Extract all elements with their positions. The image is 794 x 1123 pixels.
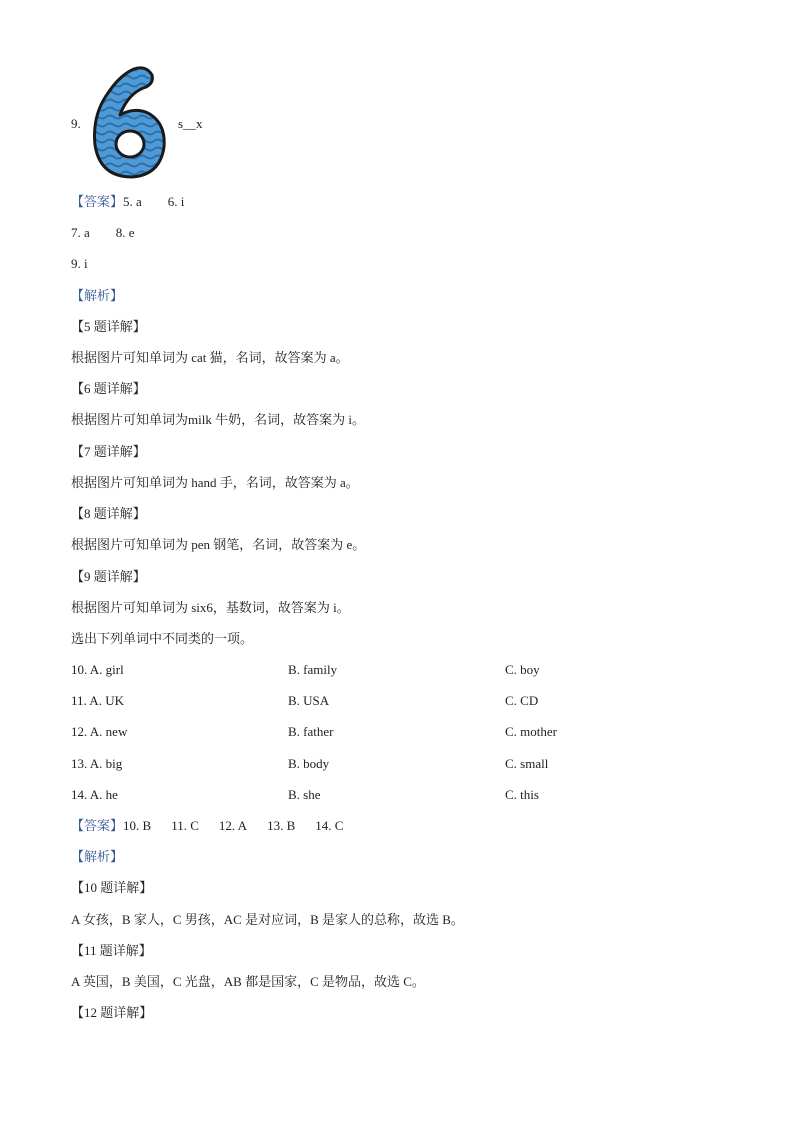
answer-11: 11. C (171, 818, 199, 833)
answer-8: 8. e (115, 225, 135, 240)
section-title: 选出下列单词中不同类的一项。 (71, 631, 254, 646)
detail-heading-11: 【11 题详解】 (71, 943, 152, 958)
detail-heading-8: 【8 题详解】 (71, 506, 146, 521)
detail-heading-9: 【9 题详解】 (71, 569, 146, 584)
question-14-c: C. this (505, 787, 539, 802)
answer-line-1 (71, 194, 184, 210)
detail-heading-10: 【10 题详解】 (71, 880, 153, 895)
question-13-c: C. small (505, 756, 549, 771)
answer-line-2-block (71, 818, 343, 834)
number-six-icon (90, 65, 170, 180)
answer-tag: 【答案】 (71, 194, 124, 209)
question-14-b: B. she (288, 787, 321, 802)
question-10-a: 10. A. girl (71, 662, 124, 677)
answer-12: 12. A (218, 818, 248, 833)
question-13-b: B. body (288, 756, 330, 771)
answer-14: 14. C (315, 818, 344, 833)
question-11-b: B. USA (288, 693, 330, 708)
detail-heading-5: 【5 题详解】 (71, 319, 146, 334)
question-11-a: 11. A. UK (71, 693, 124, 708)
question-14-a: 14. A. he (71, 787, 118, 802)
analysis-heading-2: 【解析】 (71, 849, 124, 864)
detail-body-9: 根据图片可知单词为 six6，基数词，故答案为 i。 (71, 600, 350, 615)
detail-heading-7: 【7 题详解】 (71, 444, 146, 459)
answer-13: 13. B (267, 818, 296, 833)
detail-body-6: 根据图片可知单词为milk 牛奶，名词，故答案为 i。 (71, 412, 365, 427)
answer-5: 5. a (123, 194, 142, 209)
detail-heading-12: 【12 题详解】 (71, 1005, 153, 1020)
analysis-heading-1: 【解析】 (71, 288, 124, 303)
question-9-number: 9. (71, 116, 81, 131)
detail-body-7: 根据图片可知单词为 hand 手，名词，故答案为 a。 (71, 475, 359, 490)
answer-9: 9. i (71, 256, 88, 271)
question-12-c: C. mother (505, 724, 557, 739)
question-9-word: s__x (178, 116, 203, 131)
answer-7: 7. a (71, 225, 90, 240)
detail-body-5: 根据图片可知单词为 cat 猫，名词，故答案为 a。 (71, 350, 349, 365)
detail-body-10: A 女孩，B 家人，C 男孩，AC 是对应词，B 是家人的总称，故选 B。 (71, 912, 464, 927)
detail-heading-6: 【6 题详解】 (71, 381, 146, 396)
answer-line-2 (71, 225, 135, 241)
answer-10: 10. B (123, 818, 152, 833)
answer-6: 6. i (167, 194, 185, 209)
question-12-a: 12. A. new (71, 724, 128, 739)
question-12-b: B. father (288, 724, 334, 739)
detail-body-11: A 英国，B 美国，C 光盘，AB 都是国家，C 是物品，故选 C。 (71, 974, 425, 989)
question-13-a: 13. A. big (71, 756, 123, 771)
answer-tag-2: 【答案】 (71, 818, 124, 833)
question-10-c: C. boy (505, 662, 540, 677)
question-10-b: B. family (288, 662, 338, 677)
detail-body-8: 根据图片可知单词为 pen 钢笔，名词，故答案为 e。 (71, 537, 366, 552)
question-11-c: C. CD (505, 693, 539, 708)
